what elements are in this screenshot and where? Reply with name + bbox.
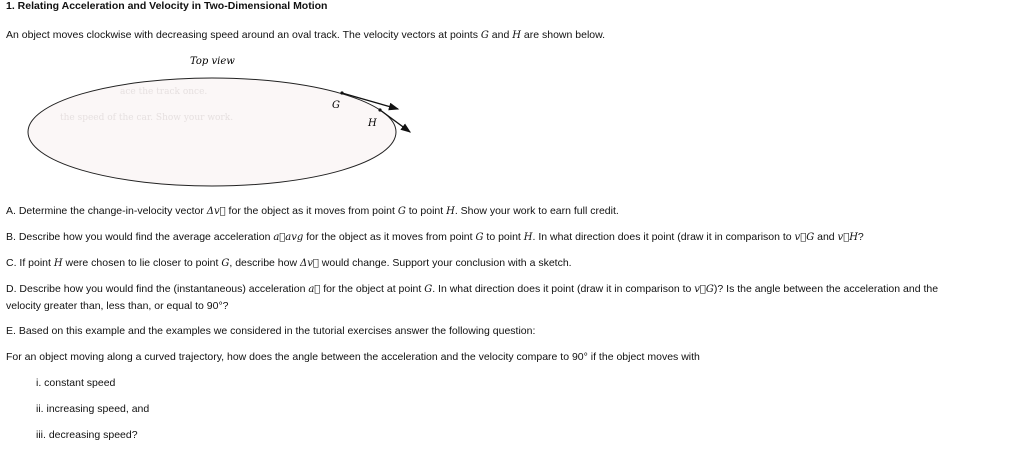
math: Δv⃗ [206,206,226,217]
text: to point [405,205,447,217]
text: D. Describe how you would find the (instantaneous) acceleration [6,283,309,295]
label-h: H [368,118,377,129]
math: H [446,206,455,217]
text: , describe how [229,257,300,269]
math: a⃗avg [273,232,304,243]
math: G [397,206,406,217]
text: were chosen to lie closer to point [62,257,222,269]
list-item: ii. increasing speed, and [36,403,150,415]
point-h: H [512,30,521,41]
text: . Show your work to earn full credit. [454,205,619,217]
oval-track [28,78,396,186]
question-d-line2: velocity greater than, less than, or equal to 90°? [6,300,229,312]
math: G [424,284,433,295]
text: . In what direction does it point (draw it in comparison to [532,231,795,243]
text: . In what direction does it point (draw it in comparison to [432,283,695,295]
math: Δv⃗ [299,258,319,269]
label-g: G [332,100,340,111]
faded-text: ace the track once. [120,87,208,97]
intro-text [6,29,605,41]
math: G [221,258,230,269]
question-b [6,231,864,243]
text: for the object as it moves from point [225,205,398,217]
question-d [6,283,938,295]
math: H [53,258,63,269]
intro-post: are shown below. [520,29,606,41]
text: A. Determine the change-in-velocity vector [6,205,207,217]
math: v⃗G [694,284,714,295]
math: G [475,232,484,243]
faded-text: the speed of the car. Show your work. [60,113,234,123]
diagram-caption: Top view [190,56,235,67]
list-item: iii. decreasing speed? [36,429,138,441]
question-e: E. Based on this example and the examples we considered in the tutorial exercises answer the following question: [6,325,536,337]
text: ? [857,231,864,243]
text: and [814,231,838,243]
oval-track-diagram [20,50,420,195]
question-f: For an object moving along a curved trajectory, how does the angle between the acceleration and the velocity compare to 90° if the object moves with [6,351,700,363]
math: v⃗G [794,232,815,243]
text: for the object as it moves from point [303,231,476,243]
question-a [6,205,619,217]
intro-pre: An object moves clockwise with decreasing speed around an oval track. The velocity vectors at points [6,29,481,41]
question-c [6,257,572,269]
point-g: G [480,30,489,41]
math: v⃗H [837,232,858,243]
intro-and: and [488,29,513,41]
text: to point [483,231,524,243]
point-g-dot [340,91,343,94]
math: H [523,232,533,243]
text: for the object at point [320,283,425,295]
page-title: 1. Relating Acceleration and Velocity in Two-Dimensional Motion [6,0,328,12]
text: would change. Support your conclusion with a sketch. [318,257,572,269]
math: a⃗ [308,284,321,295]
text: )? Is the angle between the acceleration and the [713,283,939,295]
point-h-dot [378,108,381,111]
text: C. If point [6,257,54,269]
text: B. Describe how you would find the average acceleration [6,231,274,243]
list-item: i. constant speed [36,377,116,389]
